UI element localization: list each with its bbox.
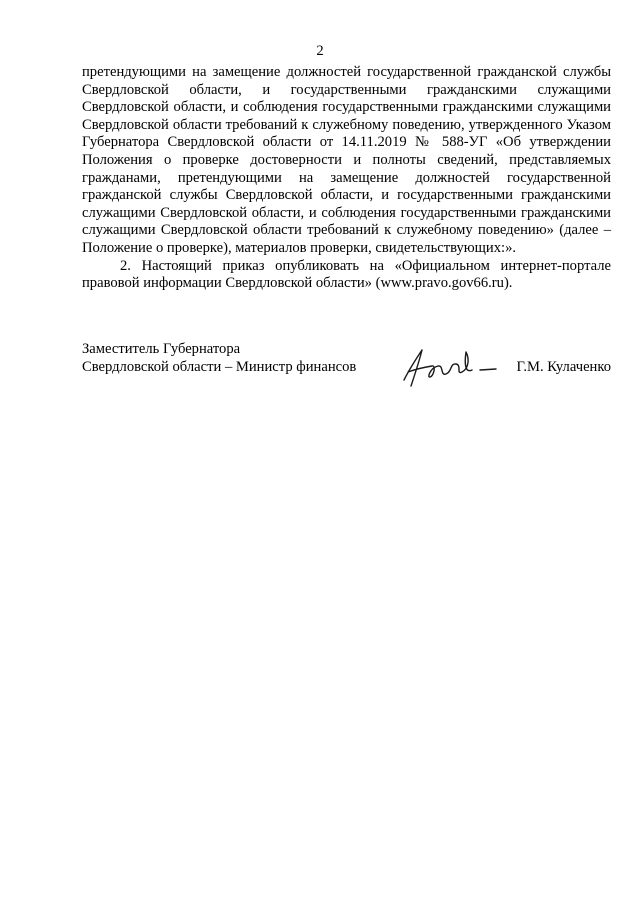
signatory-position xyxy=(82,340,356,376)
signatory-position-line-1: Заместитель Губернатора xyxy=(82,341,241,357)
body-paragraph-continuation: претендующими на замещение должностей государственной гражданской службы Свердловской области, и государственными гражданскими служащими Свердловской области, и соблюдения государственными гражданскими служащими Свердловской области требований к служебному поведению, утвержденного Указом Губернатора Свердловской области от 14.11.2019 № 588-УГ «Об утверждении Положения о проверке достоверности и полноты сведений, представляемых гражданами, претендующими на замещение должностей государственной гражданской службы Свердловской области, и государственными гражданскими служащими Свердловской области, и соблюдения государственными гражданскими служащими Свердловской области требований к служебному поведению» (далее – Положение о проверке), материалов проверки, свидетельствующих:». xyxy=(82,64,611,256)
document-body xyxy=(82,64,611,293)
page-number: 2 xyxy=(316,43,324,59)
signature-block xyxy=(82,340,611,400)
signatory-name: Г.М. Кулаченко xyxy=(516,359,611,375)
signatory-position-line-2: Свердловской области – Министр финансов xyxy=(82,359,357,375)
handwritten-signature xyxy=(400,346,502,390)
body-paragraph-item-2: 2. Настоящий приказ опубликовать на «Официальном интернет-портале правовой информации Свердловской области» (www.pravo.gov66.ru). xyxy=(82,257,611,292)
